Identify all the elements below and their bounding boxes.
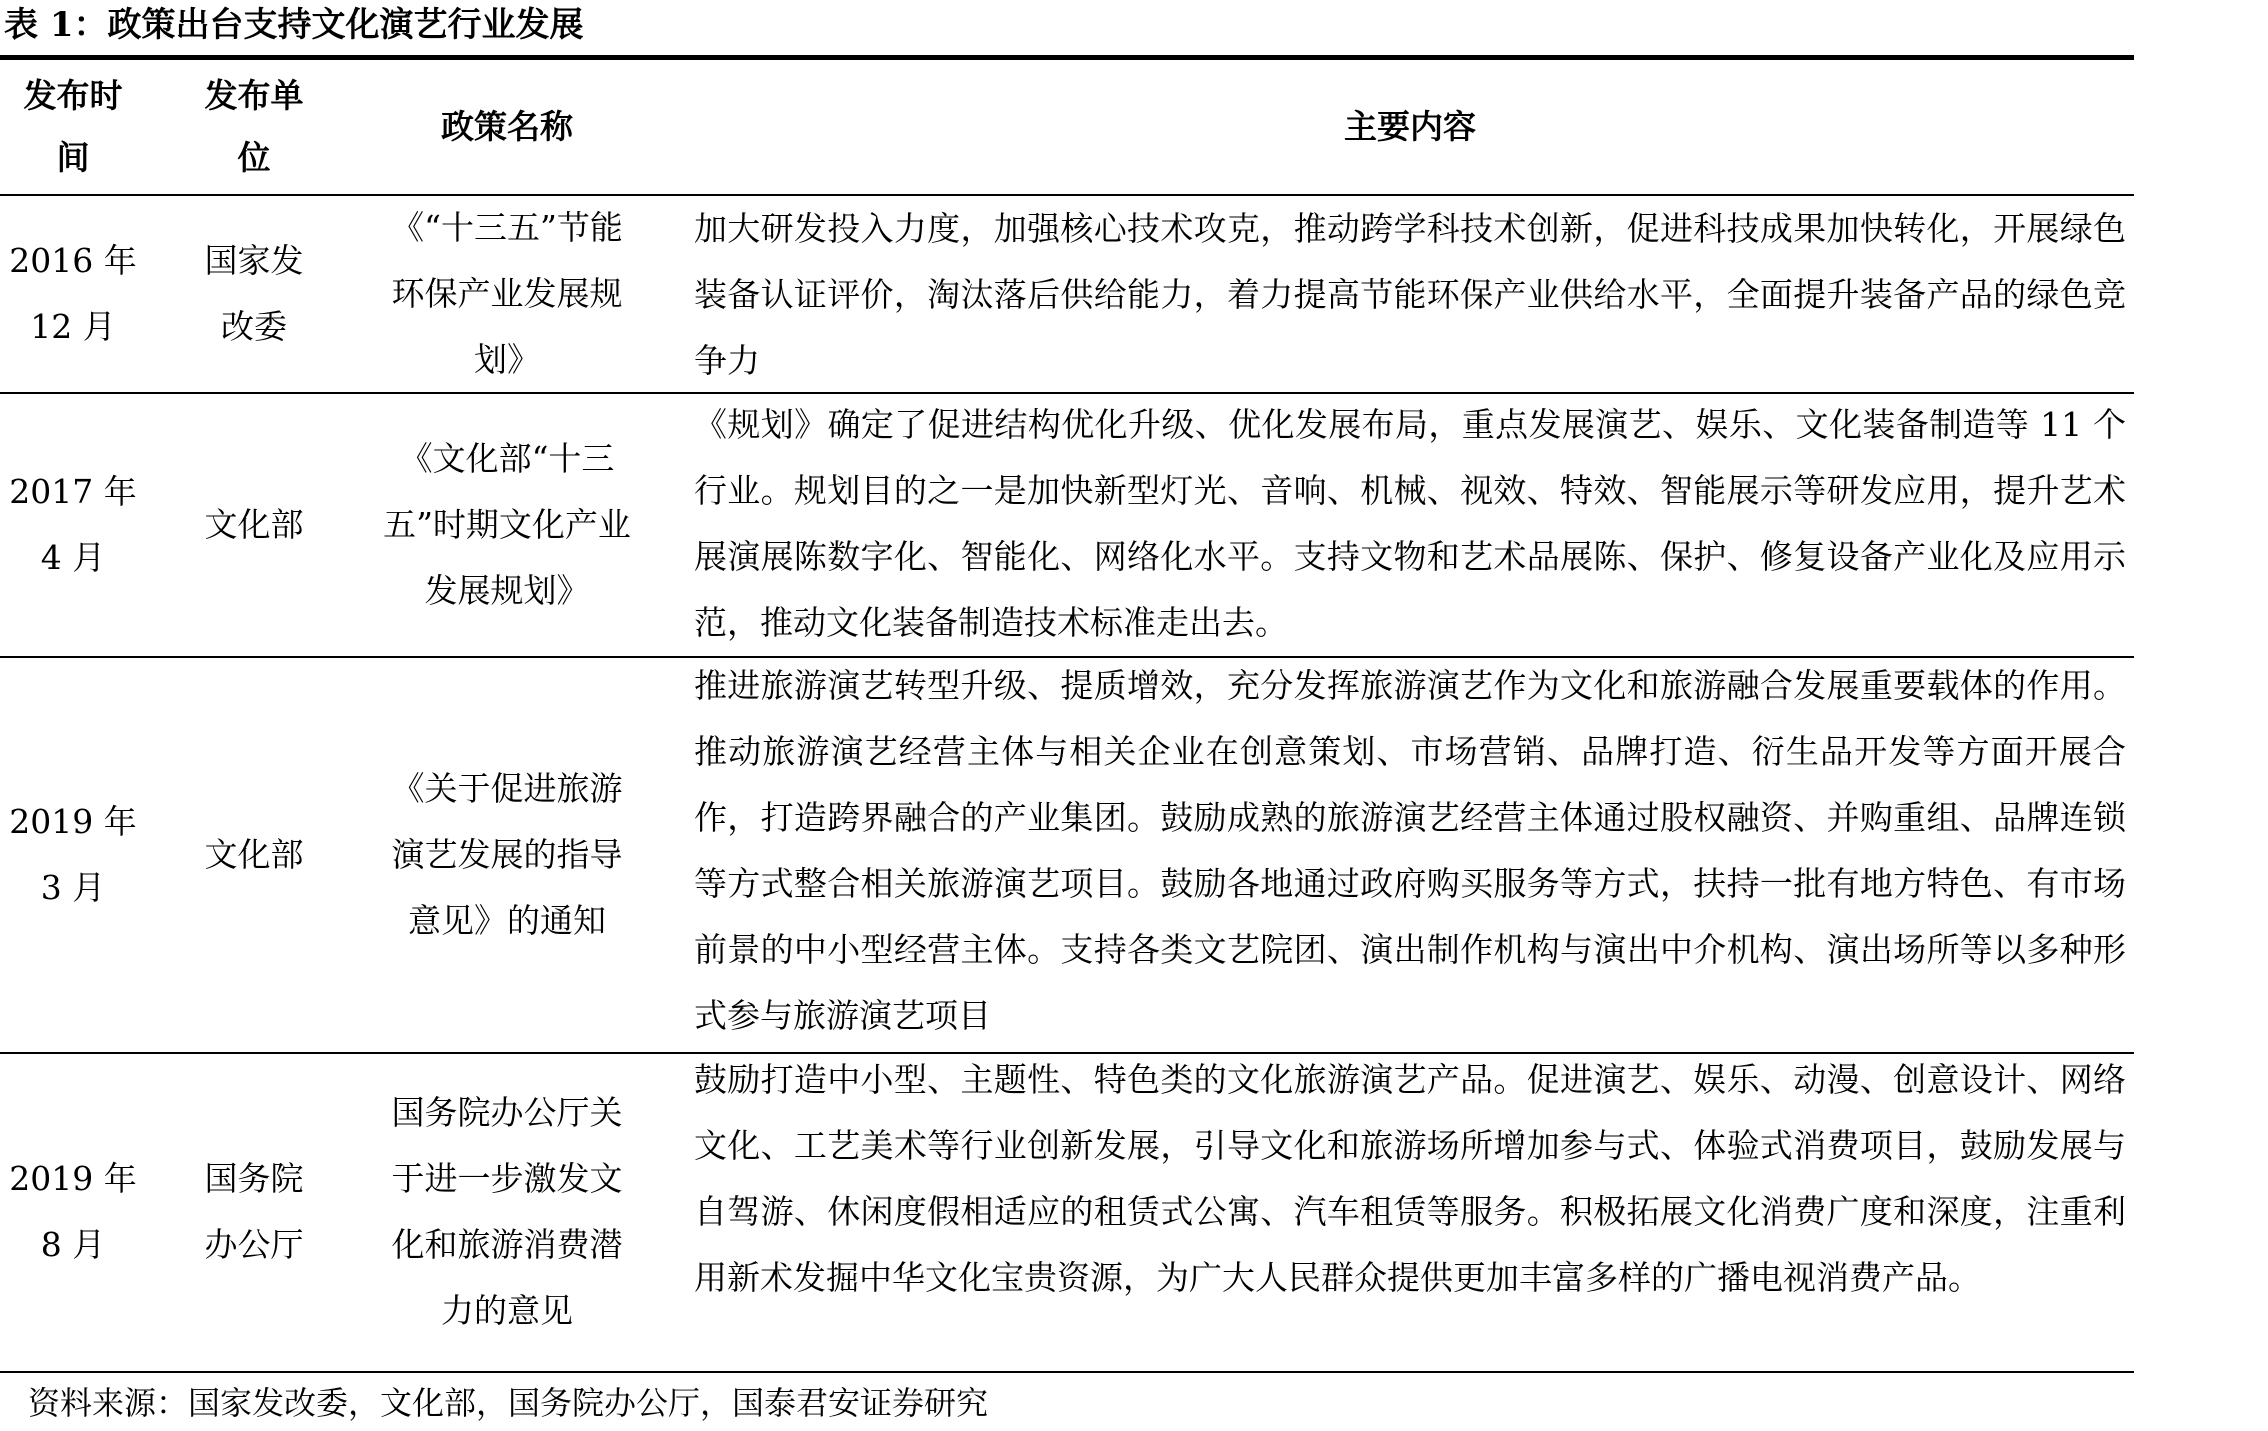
policy-line: 划》 — [474, 340, 540, 379]
date-line: 2016 年 — [9, 241, 137, 280]
date-line: 3 月 — [40, 868, 106, 907]
header-date — [0, 63, 146, 191]
table-row-cell-date — [0, 394, 146, 656]
table-row-cell-issuer — [146, 1054, 362, 1370]
table-row-cell-policy — [362, 196, 652, 392]
top-rule — [0, 55, 2134, 60]
header-issuer-line: 发布单 — [204, 76, 304, 115]
issuer-line: 国家发 — [204, 241, 304, 280]
header-policy — [362, 63, 652, 191]
issuer-line: 改委 — [221, 307, 287, 346]
header-issuer-line: 位 — [237, 138, 271, 177]
date-line: 2017 年 — [9, 472, 137, 511]
date-line: 12 月 — [30, 307, 116, 346]
table-row-cell-date — [0, 196, 146, 392]
table-row-cell-content: 《规划》确定了促进结构优化升级、优化发展布局，重点发展演艺、娱乐、文化装备制造等 11 个行业。规划目的之一是加快新型灯光、音响、机械、视效、特效、智能展示等研发应用，提升艺术展演展陈数字化、智能化、网络化水平。支持文物和艺术品展陈、保护、修复设备产业化及应用示范，推动文化装备制造技术标准走出去。 — [694, 405, 2126, 642]
table-row-cell-date — [0, 658, 146, 1052]
date-line: 2019 年 — [9, 802, 137, 841]
table-row-cell-content: 加大研发投入力度，加强核心技术攻克，推动跨学科技术创新，促进科技成果加快转化，开展绿色装备认证评价，淘汰落后供给能力，着力提高节能环保产业供给水平，全面提升装备产品的绿色竞争力 — [694, 209, 2126, 380]
policy-line: 环保产业发展规 — [391, 274, 623, 313]
table-row-cell-policy — [362, 658, 652, 1052]
table-row-cell-issuer — [146, 196, 362, 392]
header-policy-text: 政策名称 — [441, 107, 573, 146]
table-title: 表 1：政策出台支持文化演艺行业发展 — [4, 5, 584, 45]
date-line: 2019 年 — [9, 1159, 137, 1198]
header-date-line: 发布时 — [23, 76, 123, 115]
table-row-cell-issuer — [146, 658, 362, 1052]
policy-line: 演艺发展的指导 — [391, 835, 623, 874]
issuer-line: 文化部 — [204, 835, 304, 874]
issuer-line: 办公厅 — [204, 1225, 304, 1264]
table-row-cell-policy — [362, 1054, 652, 1370]
header-content — [694, 63, 2126, 191]
header-issuer — [146, 63, 362, 191]
issuer-line: 文化部 — [204, 505, 304, 544]
date-line: 4 月 — [40, 538, 106, 577]
policy-line: 意见》的通知 — [408, 901, 606, 940]
policy-line: 《关于促进旅游 — [391, 769, 623, 808]
policy-line: 国务院办公厅关 — [391, 1093, 623, 1132]
date-line: 8 月 — [40, 1225, 106, 1264]
table-row-cell-date — [0, 1054, 146, 1370]
bottom-rule — [0, 1371, 2134, 1373]
policy-line: 五”时期文化产业 — [383, 505, 631, 544]
policy-line: 于进一步激发文 — [391, 1159, 623, 1198]
table-row-cell-content: 推进旅游演艺转型升级、提质增效，充分发挥旅游演艺作为文化和旅游融合发展重要载体的作用。推动旅游演艺经营主体与相关企业在创意策划、市场营销、品牌打造、衍生品开发等方面开展合作，打造跨界融合的产业集团。鼓励成熟的旅游演艺经营主体通过股权融资、并购重组、品牌连锁等方式整合相关旅游演艺项目。鼓励各地通过政府购买服务等方式，扶持一批有地方特色、有市场前景的中小型经营主体。支持各类文艺院团、演出制作机构与演出中介机构、演出场所等以多种形式参与旅游演艺项目 — [694, 666, 2126, 1035]
header-date-line: 间 — [56, 138, 90, 177]
policy-line: 《文化部“十三 — [399, 439, 615, 478]
policy-line: 《“十三五”节能 — [391, 208, 623, 247]
table-row-cell-policy — [362, 394, 652, 656]
source-note: 资料来源：国家发改委，文化部，国务院办公厅，国泰君安证券研究 — [28, 1384, 989, 1422]
table-row-cell-issuer — [146, 394, 362, 656]
policy-line: 化和旅游消费潜 — [391, 1225, 623, 1264]
policy-line: 力的意见 — [441, 1291, 573, 1330]
issuer-line: 国务院 — [204, 1159, 304, 1198]
table-row-cell-content: 鼓励打造中小型、主题性、特色类的文化旅游演艺产品。促进演艺、娱乐、动漫、创意设计、网络文化、工艺美术等行业创新发展，引导文化和旅游场所增加参与式、体验式消费项目，鼓励发展与自驾游、休闲度假相适应的租赁式公寓、汽车租赁等服务。积极拓展文化消费广度和深度，注重利用新术发掘中华文化宝贵资源，为广大人民群众提供更加丰富多样的广播电视消费产品。 — [694, 1060, 2126, 1297]
header-content-text: 主要内容 — [1344, 107, 1476, 146]
policy-line: 发展规划》 — [424, 571, 590, 610]
